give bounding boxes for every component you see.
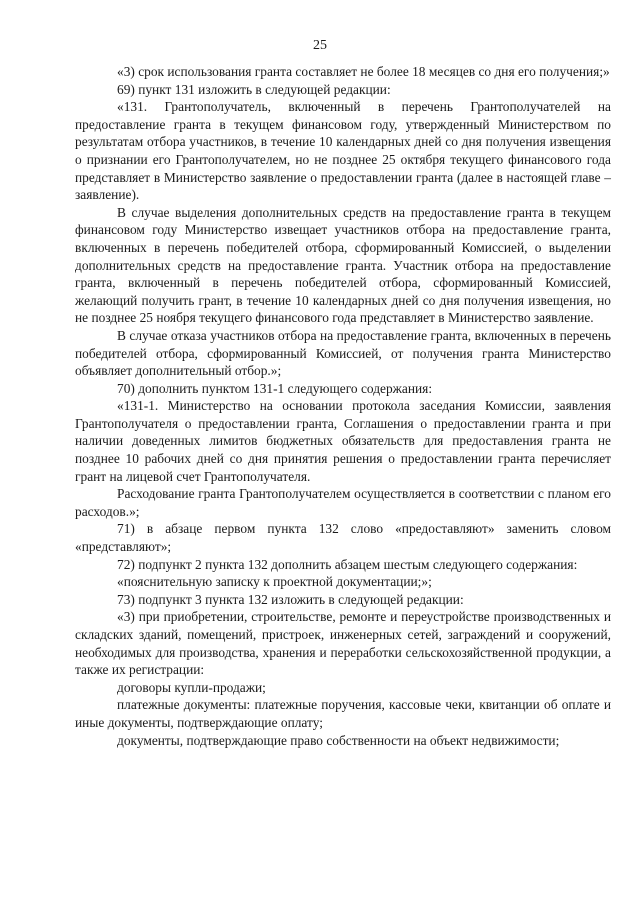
paragraph: В случае отказа участников отбора на предоставление гранта, включенных в перечень победителей отбора, сформированный Комиссией, от получения гранта Министерство объявляет дополнительный отбор.»; [75,327,611,379]
paragraph: 71) в абзаце первом пункта 132 слово «предоставляют» заменить словом «представляют»; [75,521,611,555]
paragraph: «пояснительную записку к проектной документации;»; [117,574,432,590]
paragraph: 69) пункт 131 изложить в следующей редакции: [117,81,391,97]
paragraph: платежные документы: платежные поручения, кассовые чеки, квитанции об оплате и иные документы, подтверждающие оплату; [75,697,611,730]
paragraph: 70) дополнить пунктом 131-1 следующего содержания: [117,380,433,396]
document-body [75,63,611,749]
paragraph: Расходование гранта Грантополучателем осуществляется в соответствии с планом его расходов.»; [75,486,611,519]
paragraph: 72) подпункт 2 пункта 132 дополнить абзацем шестым следующего содержания: [117,556,578,572]
paragraph: документы, подтверждающие право собственности на объект недвижимости; [117,732,560,748]
paragraph: договоры купли-продажи; [117,679,266,695]
paragraph: «3) срок использования гранта составляет не более 18 месяцев со дня его получения;» [117,64,610,79]
page-number: 25 [313,38,327,53]
paragraph: 73) подпункт 3 пункта 132 изложить в следующей редакции: [117,591,464,607]
paragraph: В случае выделения дополнительных средств на предоставление гранта в текущем финансовом году Министерство извещает участников отбора на предоставление гранта, включенных в перечень победителей отбора, сформированный Комиссией, о выделении дополнительных средств на предоставление гранта. Участник отбора на предоставление гранта, включенный в перечень победителей отбора, сформированный Комиссией, желающий получить грант, в течение 10 календарных дней со дня получения извещения, но не позднее 25 ноября текущего финансового года представляет в Министерство заявление. [75,204,611,326]
paragraph: «131. Грантополучатель, включенный в перечень Грантополучателей на предоставление гранта в текущем финансовом году, утвержденный Министерством по результатам отбора участников, в течение 10 календарных дней со дня получения извещения о признании его Грантополучателем, но не позднее 25 октября текущего финансового года представляет в Министерство заявление о предоставлении гранта (далее в настоящей главе – заявление). [75,99,611,203]
paragraph: «131-1. Министерство на основании протокола заседания Комиссии, заявления Грантополучателя о предоставлении гранта, Соглашения о предоставлении гранта и при наличии доведенных лимитов бюджетных обязательств для предоставления гранта не позднее 10 рабочих дней со дня принятия решения о предоставлении гранта перечисляет грант на лицевой счет Грантополучателя. [75,398,611,484]
paragraph: «3) при приобретении, строительстве, ремонте и переустройстве производственных и складских зданий, помещений, пристроек, инженерных сетей, заграждений и сооружений, необходимых для производства, хранения и переработки сельскохозяйственной продукции, а также их регистрации: [75,609,611,678]
